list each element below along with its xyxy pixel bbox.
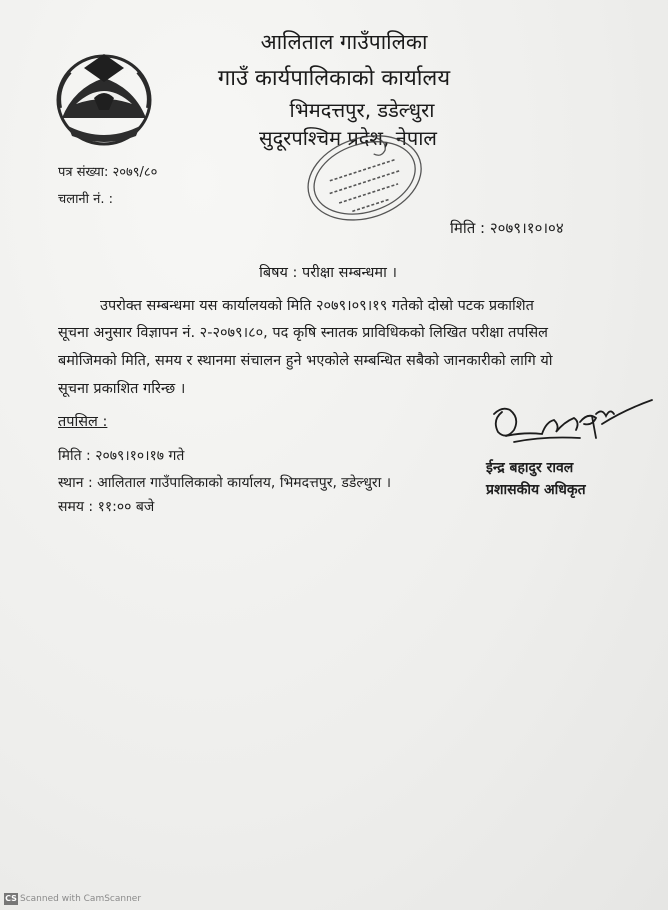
reference-number: पत्र संख्या: २०७९/८०	[58, 165, 158, 180]
exam-date: मिति : २०७९।१०।१७ गते	[58, 448, 185, 464]
letter-date: मिति : २०७९।१०।०४	[450, 219, 564, 237]
subject-line: बिषय : परीक्षा सम्बन्धमा ।	[259, 265, 397, 281]
office-name: गाउँ कार्यपालिकाको कार्यालय	[217, 66, 451, 91]
paragraph-line: उपरोक्त सम्बन्धमा यस कार्यालयको मिति २०७९।०९।१९ गतेको दोस्रो पटक प्रकाशित	[100, 298, 534, 314]
details-heading: तपसिल :	[58, 414, 108, 430]
official-stamp	[300, 126, 428, 226]
signer-title: प्रशासकीय अधिकृत	[486, 482, 586, 498]
handwritten-signature	[484, 392, 654, 454]
exam-place: स्थान : आलिताल गाउँपालिकाको कार्यालय, भिमदत्तपुर, डडेल्धुरा ।	[58, 475, 392, 491]
paragraph-line: सूचना प्रकाशित गरिन्छ ।	[58, 381, 186, 397]
scanner-watermark: Scanned with CamScanner	[20, 894, 142, 904]
province-country: सुदूरपश्चिम प्रदेश, नेपाल	[259, 126, 437, 150]
exam-time: समय : ११:०० बजे	[58, 499, 155, 515]
municipality-name: आलिताल गाउँपालिका	[260, 30, 428, 54]
paragraph-line: बमोजिमको मिति, समय र स्थानमा संचालन हुने भएकोले सम्बन्धित सबैको जानकारीको लागि यो	[58, 353, 553, 369]
dispatch-number: चलानी नं. :	[58, 192, 114, 207]
paragraph-line: सूचना अनुसार विज्ञापन नं. २-२०७९।८०, पद कृषि स्नातक प्राविधिकको लिखित परीक्षा तपसिल	[58, 325, 548, 341]
signer-name: ईन्द्र बहादुर रावल	[486, 460, 574, 476]
camscanner-logo-icon: CS	[5, 894, 17, 903]
office-address: भिमदत्तपुर, डडेल्धुरा	[289, 98, 435, 122]
